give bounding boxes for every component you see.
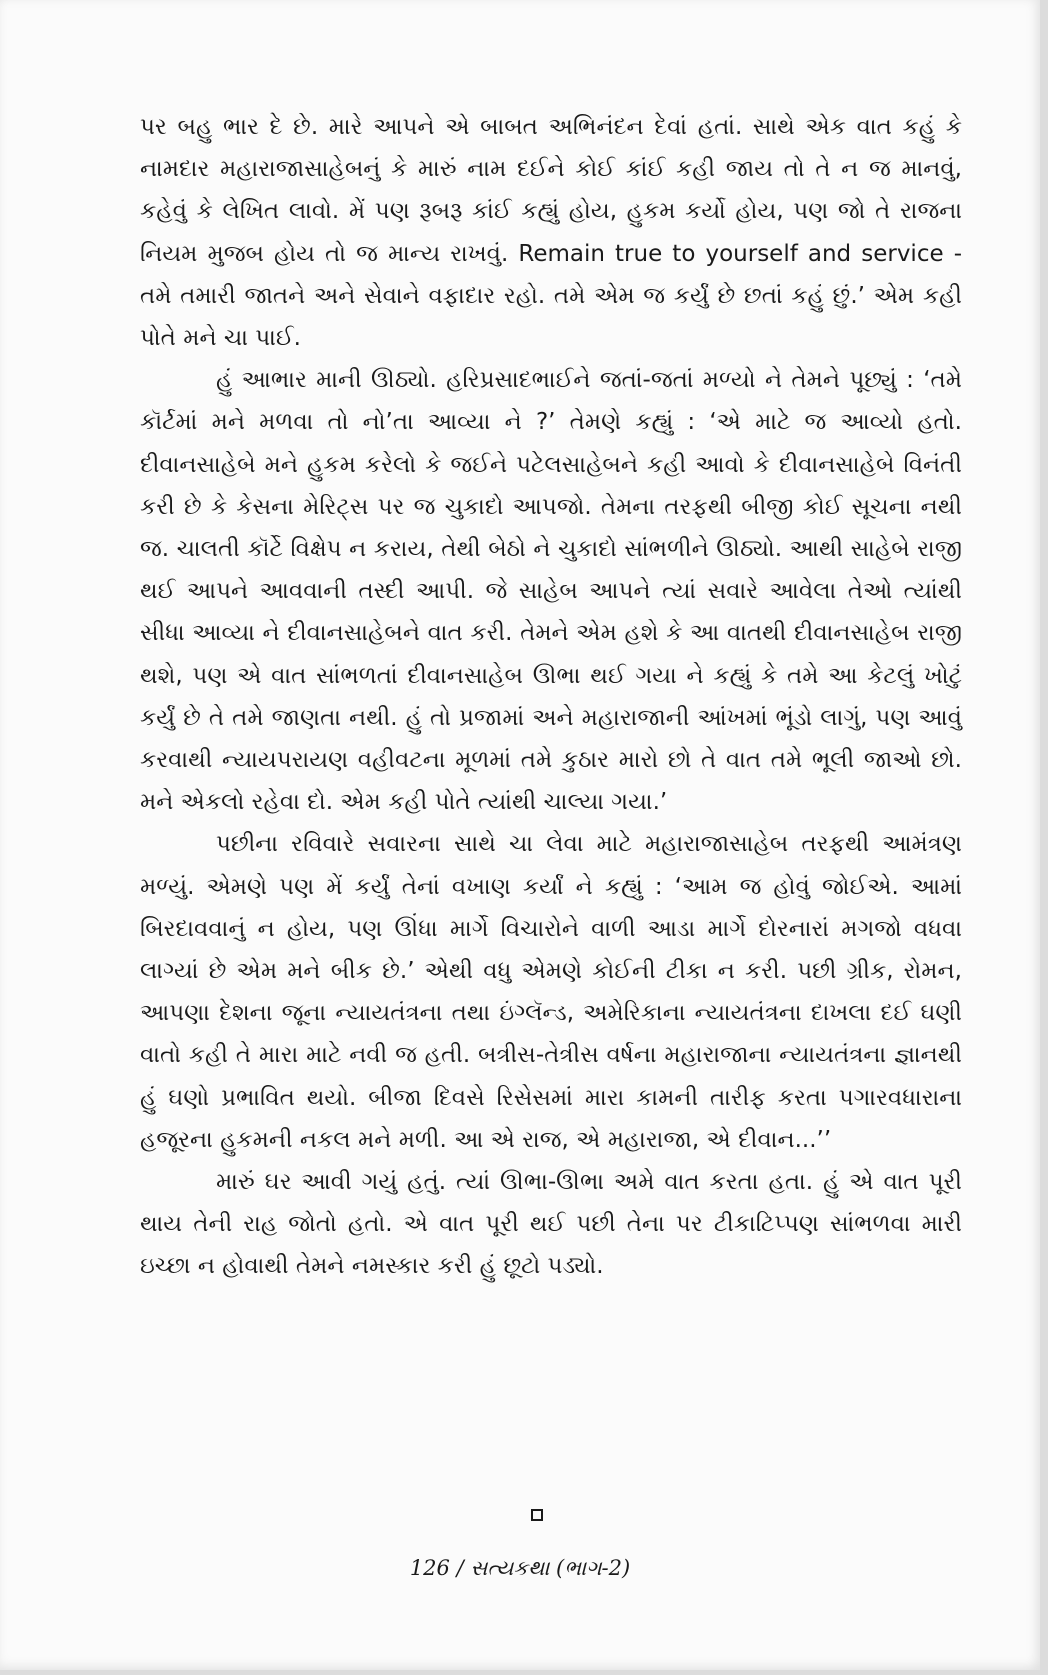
body-text xyxy=(140,106,962,1288)
hollow-square-icon xyxy=(531,1509,543,1521)
page-footer: 126 / સત્યકથા (ભાગ-2) xyxy=(409,1556,631,1580)
paragraph-3: પછીના રવિવારે સવારના સાથે ચા લેવા માટે મહારાજાસાહેબ તરફથી આમંત્રણ મળ્યું. એમણે પણ મેં કર્યું તેનાં વખાણ કર્યાં ને કહ્યું : ‘આમ જ હોવું જોઈએ. આમાં બિરદાવવાનું ન હોય, પણ ઊંધા માર્ગે વિચારોને વાળી આડા માર્ગે દોરનારાં મગજો વધવા લાગ્યાં છે એમ મને બીક છે.’ એથી વધુ એમણે કોઈની ટીકા ન કરી. પછી ગ્રીક, રોમન, આપણા દેશના જૂના ન્યાયતંત્રના તથા ઇંગ્લૅન્ડ, અમેરિકાના ન્યાયતંત્રના દાખલા દઈ ઘણી વાતો કહી તે મારા માટે નવી જ હતી. બત્રીસ-તેત્રીસ વર્ષના મહારાજાના ન્યાયતંત્રના જ્ઞાનથી હું ઘણો પ્રભાવિત થયો. બીજા દિવસે રિસેસમાં મારા કામની તારીફ કરતા પગારવધારાના હજૂરના હુકમની નકલ મને મળી. આ એ રાજ, એ મહારાજા, એ દીવાન...’’ xyxy=(140,831,962,1153)
paragraph-2: હું આભાર માની ઊઠ્યો. હરિપ્રસાદભાઈને જતાં-જતાં મળ્યો ને તેમને પૂછ્યું : ‘તમે કૉર્ટમાં મને મળવા તો નો’તા આવ્યા ને ?’ તેમણે કહ્યું : ‘એ માટે જ આવ્યો હતો. દીવાનસાહેબે મને હુકમ કરેલો કે જઈને પટેલસાહેબને કહી આવો કે દીવાનસાહેબે વિનંતી કરી છે કે કેસના મેરિટ્સ પર જ ચુકાદો આપજો. તેમના તરફથી બીજી કોઈ સૂચના નથી જ. ચાલતી કૉર્ટે વિક્ષેપ ન કરાય, તેથી બેઠો ને ચુકાદો સાંભળીને ઊઠ્યો. આથી સાહેબે રાજી થઈ આપને આવવાની તસ્દી આપી. જે સાહેબ આપને ત્યાં સવારે આવેલા તેઓ ત્યાંથી સીધા આવ્યા ને દીવાનસાહેબને વાત કરી. તેમને એમ હશે કે આ વાતથી દીવાનસાહેબ રાજી થશે, પણ એ વાત સાંભળતાં દીવાનસાહેબ ઊભા થઈ ગયા ને કહ્યું કે તમે આ કેટલું ખોટું કર્યું છે તે તમે જાણતા નથી. હું તો પ્રજામાં અને મહારાજાની આંખમાં ભૂંડો લાગું, પણ આવું કરવાથી ન્યાયપરાયણ વહીવટના મૂળમાં તમે કુઠાર મારો છો તે વાત તમે ભૂલી જાઓ છો. મને એકલો રહેવા દો. એમ કહી પોતે ત્યાંથી ચાલ્યા ગયા.’ xyxy=(140,367,962,816)
paragraph-4: મારું ઘર આવી ગયું હતું. ત્યાં ઊભા-ઊભા અમે વાત કરતા હતા. હું એ વાત પૂરી થાય તેની રાહ જોતો હતો. એ વાત પૂરી થઈ પછી તેના પર ટીકાટિપ્પણ સાંભળવા મારી ઇચ્છા ન હોવાથી તેમને નમસ્કાર કરી હું છૂટો પડ્યો. xyxy=(140,1169,962,1280)
paragraph-1: પર બહુ ભાર દે છે. મારે આપને એ બાબત અભિનંદન દેવાં હતાં. સાથે એક વાત કહું કે નામદાર મહારાજાસાહેબનું કે મારું નામ દઈને કોઈ કાંઈ કહી જાય તો તે ન જ માનવું, કહેવું કે લેખિત લાવો. મેં પણ રૂબરૂ કાંઈ કહ્યું હોય, હુકમ કર્યો હોય, પણ જો તે રાજના નિયમ મુજબ હોય તો જ માન્ય રાખવું. Remain true to yourself and service - તમે તમારી જાતને અને સેવાને વફાદાર રહો. તમે એમ જ કર્યું છે છતાં કહું છું.’ એમ કહી પોતે મને ચા પાઈ. xyxy=(140,114,962,352)
